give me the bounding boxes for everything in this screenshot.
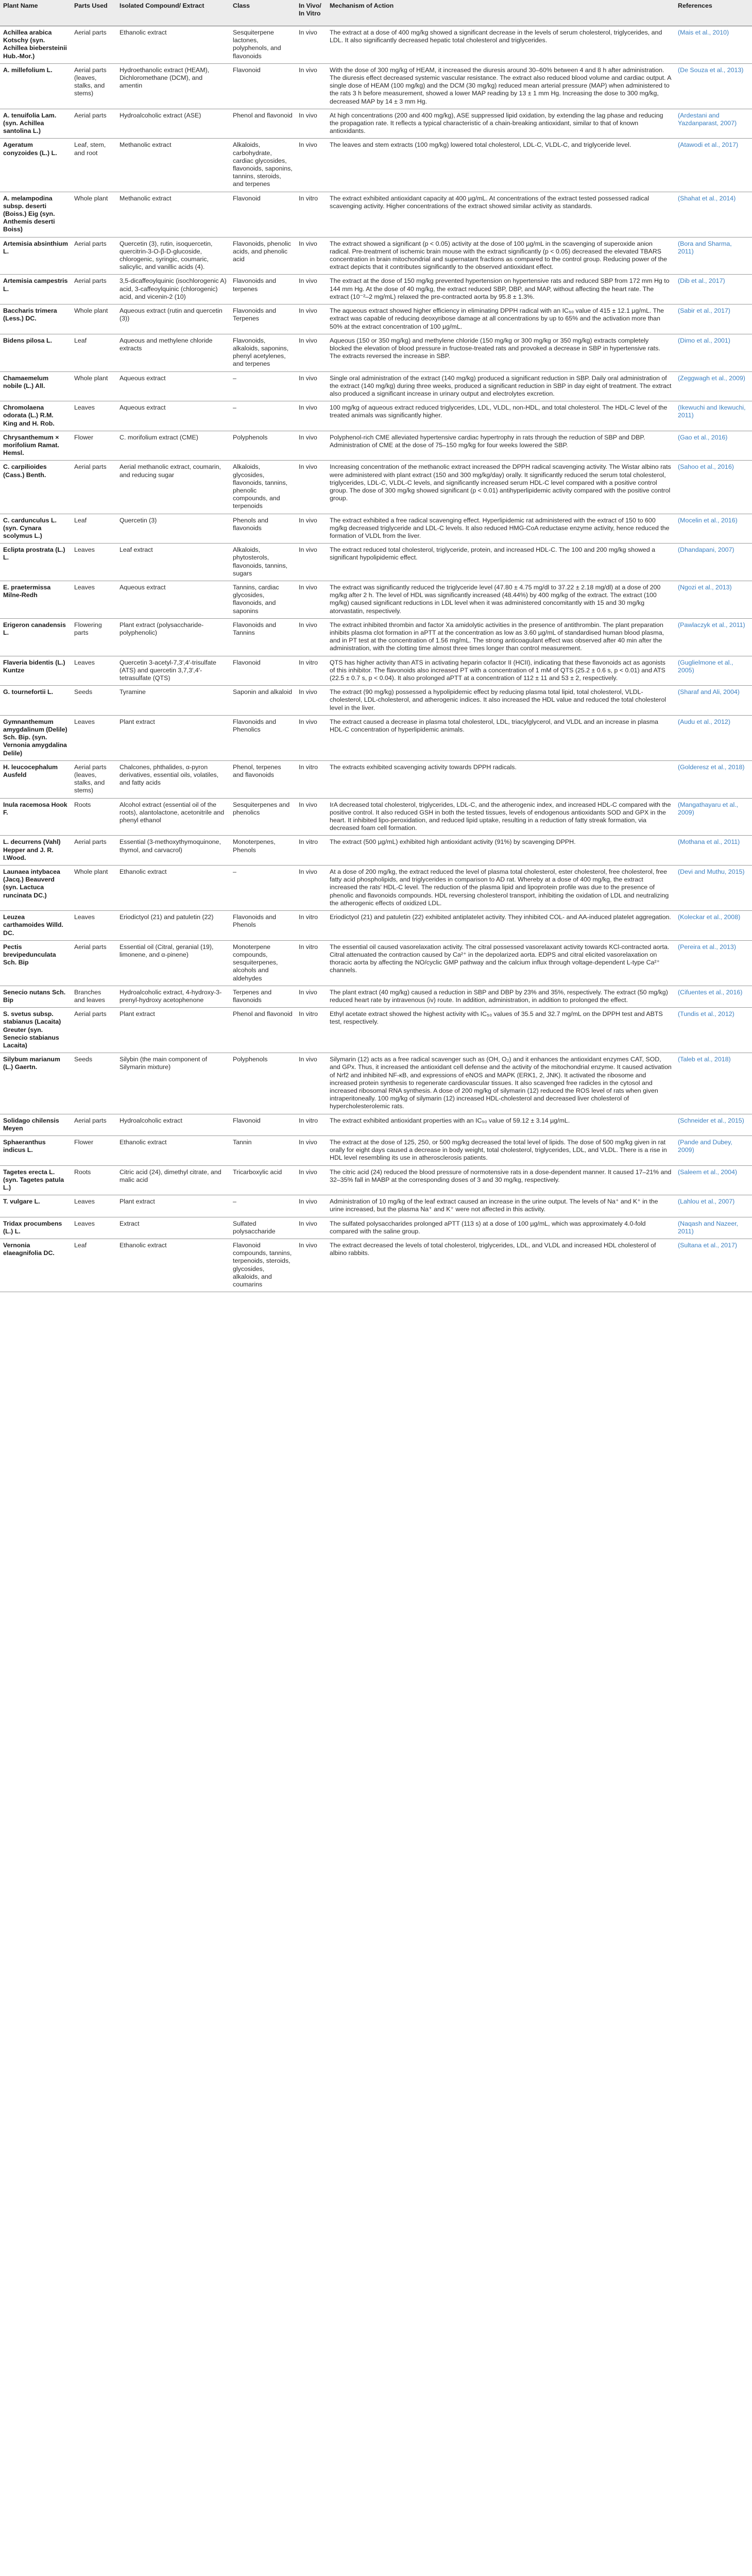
cell-parts-used: Leaves (71, 656, 116, 686)
cell-parts-used: Aerial parts (71, 109, 116, 139)
cell-compound: Hydroalcoholic extract (ASE) (116, 109, 230, 139)
cell-mechanism: Silymarin (12) acts as a free radical scavenger such as (OH, O₂) and it enhances the antioxidant enzymes CAT, SOD, and GPx. Thus, it increased the antioxidant cell defense and the activity of the mitochondrial enzyme. It caused activation of Nrf2 and inhibited NF-κB, and expressions of eNOS and MAPK (ERK1, 2, JNK). It activated the ribosome and increased protein synthesis to regenerate cardiovascular tissues. It also scavenged free radicles in the cytosol and increased ribosomal RNA synthesis. A dose of 200 mg/kg of silymarin (12) reduced the ROS level of rats when given intraperitoneally. 100 mg/kg of silymarin (12) increased HDL-cholesterol and decreased liver cholesterol of hypercholesterolemic rats. (327, 1053, 675, 1114)
cell-in-vivo-vitro: In vivo (296, 986, 327, 1007)
table-row (0, 1217, 752, 1239)
cell-mechanism: The citric acid (24) reduced the blood pressure of normotensive rats in a dose-dependent manner. It caused 17–21% and 32–35% fall in MABP at the corresponding doses of 3 and 30 mg/kg, respectively. (327, 1165, 675, 1195)
cell-class: Flavonoid (230, 192, 296, 237)
cell-mechanism: The extract exhibited antioxidant properties with an IC₅₀ value of 59.12 ± 3.14 µg/mL. (327, 1114, 675, 1136)
cell-plant-name: Inula racemosa Hook F. (0, 798, 71, 836)
cell-in-vivo-vitro: In vitro (296, 940, 327, 986)
cell-class: Alkaloids, carbohydrate, cardiac glycosides, flavonoids, saponins, tannins, steroids, and terpenes (230, 139, 296, 192)
cell-in-vivo-vitro: In vivo (296, 1217, 327, 1239)
cell-in-vivo-vitro: In vitro (296, 911, 327, 941)
cell-parts-used: Flowering parts (71, 618, 116, 656)
cell-plant-name: Silybum marianum (L.) Gaertn. (0, 1053, 71, 1114)
table-row (0, 304, 752, 334)
table-row (0, 715, 752, 760)
table-header-row (0, 0, 752, 26)
cell-compound: Aqueous and methylene chloride extracts (116, 334, 230, 371)
cell-in-vivo-vitro: In vivo (296, 334, 327, 371)
cell-mechanism: The extract (500 µg/mL) exhibited high antioxidant activity (91%) by scavenging DPPH. (327, 836, 675, 866)
cell-in-vivo-vitro: In vivo (296, 431, 327, 461)
cell-compound: Hydroalcoholic extract (116, 1114, 230, 1136)
cell-compound: Methanolic extract (116, 192, 230, 237)
cell-mechanism: The extract at the dose of 150 mg/kg prevented hypertension on hypertensive rats and reduced SBP from 172 mm Hg to 144 mm Hg. At the dose of 40 mg/kg, the extract reduced SBP, DBP, and MAP, without affecting the heart rate. The extract (10⁻²–2 mg/mL) relaxed the pre-contracted aorta by 95.8 ± 1.3%. (327, 275, 675, 304)
cell-parts-used: Aerial parts (71, 461, 116, 514)
cell-mechanism: The extract decreased the levels of total cholesterol, triglycerides, LDL, and VLDL and increased HDL cholesterol of albino rabbits. (327, 1239, 675, 1292)
table-row (0, 514, 752, 544)
cell-mechanism: The extract at a dose of 400 mg/kg showed a significant decrease in the levels of serum cholesterol, triglycerides, and LDL. It also significantly decreased hepatic total cholesterol and triglycerides. (327, 26, 675, 64)
cell-mechanism: Eriodictyol (21) and patuletin (22) exhibited antiplatelet activity. They inhibited COL- and AA-induced platelet aggregation. (327, 911, 675, 941)
cell-mechanism: The extract inhibited thrombin and factor Xa amidolytic activities in the presence of antithrombin. The plant preparation inhibits plasma clot formation in aPTT at the concentration as low as 3.60 µg/mL of standardised human blood plasma, and in PT test at the concentration of 1.56 mg/mL. The strong anticoagulant effect was observed after 40 min after the administration, with the clotting time almost three times longer than control measurement. (327, 618, 675, 656)
cell-compound: Hydroethanolic extract (HEAM), Dichloromethane (DCM), and amentin (116, 63, 230, 109)
table-row (0, 1165, 752, 1195)
cell-in-vivo-vitro: In vitro (296, 760, 327, 798)
cell-parts-used: Leaf, stem, and root (71, 139, 116, 192)
cell-in-vivo-vitro: In vivo (296, 1136, 327, 1165)
cell-mechanism: Single oral administration of the extract (140 mg/kg) produced a significant reduction in SBP. Daily oral administration of the extract (140 mg/kg) during three weeks, produced a significant reduction in SBP in day eight of treatment. The extract also produced a significant increase in urinary output and electrolytes excretion. (327, 371, 675, 401)
cell-compound: Ethanolic extract (116, 866, 230, 911)
cell-class: Flavonoid (230, 1114, 296, 1136)
cell-reference[interactable]: (Taleb et al., 2018) (675, 1053, 752, 1114)
cell-class: Alkaloids, glycosides, flavonoids, tannins, phenolic compounds, and terpenoids (230, 461, 296, 514)
cell-parts-used: Roots (71, 798, 116, 836)
cell-plant-name: Artemisia campestris L. (0, 275, 71, 304)
cell-compound: Plant extract (116, 715, 230, 760)
cell-reference[interactable]: (Shahat et al., 2014) (675, 192, 752, 237)
cell-reference[interactable]: (Saleem et al., 2004) (675, 1165, 752, 1195)
cell-class: – (230, 866, 296, 911)
cell-class: – (230, 1195, 296, 1217)
cell-parts-used: Aerial parts (71, 237, 116, 275)
cell-in-vivo-vitro: In vivo (296, 618, 327, 656)
cell-in-vivo-vitro: In vivo (296, 1239, 327, 1292)
cell-class: Flavonoids, alkaloids, saponins, phenyl acetylenes, and terpenes (230, 334, 296, 371)
cell-in-vivo-vitro: In vivo (296, 401, 327, 431)
cell-compound: Ethanolic extract (116, 1136, 230, 1165)
cell-class: Flavonoid compounds, tannins, terpenoids, steroids, glycosides, alkaloids, and coumarins (230, 1239, 296, 1292)
cell-in-vivo-vitro: In vitro (296, 836, 327, 866)
cell-mechanism: The extracts exhibited scavenging activity towards DPPH radicals. (327, 760, 675, 798)
cell-compound: 3,5-dicaffeoylquinic (isochlorogenic A) acid, 3-caffeoylquinic (chlorogenic) acid, and vicenin-2 (10) (116, 275, 230, 304)
cell-reference[interactable]: (Mocelin et al., 2016) (675, 514, 752, 544)
cell-class: Flavonoids and Terpenes (230, 304, 296, 334)
cell-mechanism: The sulfated polysaccharides prolonged aPTT (113 s) at a dose of 100 µg/mL, which was approximately 4.0-fold compared with the saline group. (327, 1217, 675, 1239)
cell-class: Flavonoids and Tannins (230, 618, 296, 656)
cell-compound: Extract (116, 1217, 230, 1239)
cell-reference[interactable]: (Sharaf and Ali, 2004) (675, 686, 752, 716)
cell-class: Flavonoid (230, 63, 296, 109)
cell-compound: Hydroalcoholic extract, 4-hydroxy-3-prenyl-hydroxy acetophenone (116, 986, 230, 1007)
cell-parts-used: Leaf (71, 334, 116, 371)
cell-parts-used: Flower (71, 431, 116, 461)
table-row (0, 1114, 752, 1136)
cell-compound: Aqueous extract (116, 401, 230, 431)
cell-mechanism: The extract exhibited antioxidant capacity at 400 µg/mL. At concentrations of the extract tested possessed radical scavenging activity. Higher concentrations of the extract showed similar activity as standards. (327, 192, 675, 237)
cell-in-vivo-vitro: In vivo (296, 514, 327, 544)
cell-mechanism: The plant extract (40 mg/kg) caused a reduction in SBP and DBP by 23% and 35%, respectively. The extract (50 mg/kg) reduced heart rate by intravenous (iv) route. In addition, administration, in addition to prolonged the effect. (327, 986, 675, 1007)
cell-parts-used: Aerial parts (71, 26, 116, 64)
cell-reference[interactable]: (Naqash and Nazeer, 2011) (675, 1217, 752, 1239)
cell-plant-name: Pectis brevipedunculata Sch. Bip (0, 940, 71, 986)
cell-compound: Aqueous extract (rutin and quercetin (3)) (116, 304, 230, 334)
cell-reference[interactable]: (Atawodi et al., 2017) (675, 139, 752, 192)
cell-parts-used: Roots (71, 1165, 116, 1195)
cell-compound: Ethanolic extract (116, 26, 230, 64)
cell-plant-name: Flaveria bidentis (L.) Kuntze (0, 656, 71, 686)
cell-plant-name: E. praetermissa Milne-Redh (0, 581, 71, 618)
cell-plant-name: Eclipta prostrata (L.) L. (0, 544, 71, 581)
cell-reference[interactable]: (Koleckar et al., 2008) (675, 911, 752, 941)
cell-in-vivo-vitro: In vivo (296, 866, 327, 911)
cell-class: Sesquiterpene lactones, polyphenols, and flavonoids (230, 26, 296, 64)
cell-plant-name: G. tournefortii L. (0, 686, 71, 716)
cell-parts-used: Branches and leaves (71, 986, 116, 1007)
cell-in-vivo-vitro: In vivo (296, 715, 327, 760)
cell-class: Phenol, terpenes and flavonoids (230, 760, 296, 798)
cell-mechanism: Increasing concentration of the methanolic extract increased the DPPH radical scavenging activity. The Wistar albino rats were administered with plant extract (150 and 300 mg/kg/day) orally. It significantly reduced the serum total cholesterol, triglycerides, LDL-C, VLDL-C levels, and significantly increased serum HDL-C level compared with a positive control group. The dose of 300 mg/kg showed significant (p < 0.01) antihyperlipidemic activity compared with the positive control group. (327, 461, 675, 514)
cell-plant-name: Launaea intybacea (Jacq.) Beauverd (syn. Lactuca runcinata DC.) (0, 866, 71, 911)
cell-mechanism: With the dose of 300 mg/kg of HEAM, it increased the diuresis around 30–60% between 4 and 8 h after administration. The diuresis effect decreased systemic vascular resistance. The extract also reduced blood volume and cardiac output. A single dose of HEAM (100 mg/kg) and the DCM (30 mg/kg) reduced mean arterial pressure (MAP) when administered to the rats 3 h before measurement, showed a lower MAP reading by 13 ± 1 mm Hg. Increasing the dose to 300 mg/kg, decreased MAP by 14 ± 3 mm Hg. (327, 63, 675, 109)
cell-plant-name: H. leucocephalum Ausfeld (0, 760, 71, 798)
cell-plant-name: Achillea arabica Kotschy (syn. Achillea biebersteinii Hub.-Mor.) (0, 26, 71, 64)
cell-reference[interactable]: (De Souza et al., 2013) (675, 63, 752, 109)
table-row (0, 760, 752, 798)
cell-mechanism: The aqueous extract showed higher efficiency in eliminating DPPH radical with an IC₅₀ value of 415 ± 12.1 µg/mL. The extract was capable of reducing deoxyribose damage at all concentrations by up to 65% and the activation more than 50% at the extract concentration of 100 µg/mL. (327, 304, 675, 334)
cell-reference[interactable]: (Golderesz et al., 2018) (675, 760, 752, 798)
cell-class: Tannins, cardiac glycosides, flavonoids, and saponins (230, 581, 296, 618)
cell-in-vivo-vitro: In vivo (296, 304, 327, 334)
cell-parts-used: Leaves (71, 1195, 116, 1217)
header-reference: References (675, 0, 752, 26)
cell-plant-name: Chamaemelum nobile (L.) All. (0, 371, 71, 401)
table-row (0, 401, 752, 431)
table-row (0, 1008, 752, 1053)
cell-mechanism: Polyphenol-rich CME alleviated hypertensive cardiac hypertrophy in rats through the reduction of SBP and DBP. Administration of CME at the dose of 75–150 mg/kg for four weeks lowered the SBP. (327, 431, 675, 461)
cell-mechanism: The extract at the dose of 125, 250, or 500 mg/kg decreased the total level of lipids. The dose of 500 mg/kg given in rat orally for eight days caused a decrease in body weight, total cholesterol, triglycerides, LDL, and VLDL. There is a rise in HDL level resembling its use in atherosclerosis patients. (327, 1136, 675, 1165)
header-parts-used: Parts Used (71, 0, 116, 26)
table-row (0, 26, 752, 64)
cell-class: Flavonoids and Phenols (230, 911, 296, 941)
cell-compound: Essential (3-methoxythymoquinone, thymol, and carvacrol) (116, 836, 230, 866)
cell-reference[interactable]: (Ardestani and Yazdanparast, 2007) (675, 109, 752, 139)
cell-in-vivo-vitro: In vivo (296, 63, 327, 109)
cell-class: Flavonoids and terpenes (230, 275, 296, 304)
cell-plant-name: Gymnanthemum amygdalinum (Delile) Sch. Bip. (syn. Vernonia amygdalina Delile) (0, 715, 71, 760)
table-body (0, 26, 752, 1292)
cell-plant-name: Tridax procumbens (L.) L. (0, 1217, 71, 1239)
cell-mechanism: The leaves and stem extracts (100 mg/kg) lowered total cholesterol, LDL-C, VLDL-C, and triglyceride level. (327, 139, 675, 192)
cell-class: Phenols and flavonoids (230, 514, 296, 544)
cell-plant-name: Ageratum conyzoides (L.) L. (0, 139, 71, 192)
cell-plant-name: S. svetus subsp. stabianus (Lacaita) Greuter (syn. Senecio stabianus Lacaita) (0, 1008, 71, 1053)
cell-in-vivo-vitro: In vivo (296, 109, 327, 139)
cell-class: Tannin (230, 1136, 296, 1165)
cell-reference[interactable]: (Guglielmone et al., 2005) (675, 656, 752, 686)
cell-compound: Ethanolic extract (116, 1239, 230, 1292)
cell-class: Terpenes and flavonoids (230, 986, 296, 1007)
cell-class: Alkaloids, phytosterols, flavonoids, tannins, sugars (230, 544, 296, 581)
cell-mechanism: The extract was significantly reduced the triglyceride level (47.80 ± 4.75 mg/dl to 37.22 ± 2.18 mg/dl) at a dose of 200 mg/kg after 2 h. The level of HDL was significantly increased (48.44%) by 400 mg/kg of the extract. The extract (100 mg/kg) caused significant reductions in LDL level when it was administered concomitantly with 15 and 30 mg/kg atorvastatin, respectively. (327, 581, 675, 618)
cell-class: – (230, 371, 296, 401)
cell-in-vivo-vitro: In vivo (296, 237, 327, 275)
table-row (0, 544, 752, 581)
cell-parts-used: Leaves (71, 544, 116, 581)
cell-parts-used: Seeds (71, 1053, 116, 1114)
table-row (0, 656, 752, 686)
cell-reference[interactable]: (Zeggwagh et al., 2009) (675, 371, 752, 401)
cell-compound: Quercetin (3) (116, 514, 230, 544)
cell-reference[interactable]: (Sabir et al., 2017) (675, 304, 752, 334)
cell-compound: Plant extract (116, 1008, 230, 1053)
cell-class: Saponin and alkaloid (230, 686, 296, 716)
cell-reference[interactable]: (Audu et al., 2012) (675, 715, 752, 760)
cell-in-vivo-vitro: In vivo (296, 1165, 327, 1195)
cell-reference[interactable]: (Gao et al., 2016) (675, 431, 752, 461)
cell-parts-used: Aerial parts (71, 275, 116, 304)
cell-parts-used: Aerial parts (leaves, stalks, and stems) (71, 760, 116, 798)
cell-in-vivo-vitro: In vivo (296, 581, 327, 618)
table-row (0, 334, 752, 371)
cell-mechanism: The essential oil caused vasorelaxation activity. The citral possessed vasorelaxant activity towards KCl-contracted aorta. Citral attenuated the contraction caused by Ca²⁺ in the depolarized aorta. EDPS and citral elicited vasorelaxation on thoracic aorta by affecting the NO/cyclic GMP pathway and the calcium influx through voltage-dependent L-type Ca²⁺ channels. (327, 940, 675, 986)
cell-class: Polyphenols (230, 431, 296, 461)
cell-parts-used: Leaves (71, 581, 116, 618)
cell-class: Phenol and flavonoid (230, 1008, 296, 1053)
cell-reference[interactable]: (Dhandapani, 2007) (675, 544, 752, 581)
cell-in-vivo-vitro: In vitro (296, 192, 327, 237)
cell-compound: Quercetin 3-acetyl-7,3′,4′-trisulfate (ATS) and quercetin 3,7,3′,4′-tetrasulfate (QTS) (116, 656, 230, 686)
cell-reference[interactable]: (Mais et al., 2010) (675, 26, 752, 64)
cell-plant-name: T. vulgare L. (0, 1195, 71, 1217)
cell-mechanism: At high concentrations (200 and 400 mg/kg), ASE suppressed lipid oxidation, by extending the lag phase and reducing the propagation rate. It reflects a typical characteristic of a chain-breaking antioxidant, similar to that of known antioxidants. (327, 109, 675, 139)
cell-class: Sulfated polysaccharide (230, 1217, 296, 1239)
cell-compound: Plant extract (116, 1195, 230, 1217)
cell-in-vivo-vitro: In vitro (296, 656, 327, 686)
cell-reference[interactable]: (Dib et al., 2017) (675, 275, 752, 304)
table-row (0, 461, 752, 514)
cell-parts-used: Aerial parts (71, 836, 116, 866)
cell-compound: Aqueous extract (116, 581, 230, 618)
cell-parts-used: Seeds (71, 686, 116, 716)
cell-parts-used: Aerial parts (71, 1114, 116, 1136)
cell-mechanism: 100 mg/kg of aqueous extract reduced triglycerides, LDL, VLDL, non-HDL, and total cholesterol. The HDL-C level of the treated animals was significantly higher. (327, 401, 675, 431)
cell-reference[interactable]: (Pawlaczyk et al., 2011) (675, 618, 752, 656)
cell-parts-used: Leaves (71, 715, 116, 760)
cell-parts-used: Leaf (71, 514, 116, 544)
table-row (0, 192, 752, 237)
cell-compound: C. morifolium extract (CME) (116, 431, 230, 461)
cell-compound: Plant extract (polysaccharide-polyphenolic) (116, 618, 230, 656)
cell-in-vivo-vitro: In vitro (296, 1008, 327, 1053)
cell-class: Flavonoids and Phenolics (230, 715, 296, 760)
cell-in-vivo-vitro: In vivo (296, 798, 327, 836)
cell-reference[interactable]: (Pande and Dubey, 2009) (675, 1136, 752, 1165)
cell-in-vivo-vitro: In vivo (296, 1053, 327, 1114)
table-row (0, 1239, 752, 1292)
cell-parts-used: Whole plant (71, 866, 116, 911)
cell-class: Sesquiterpenes and phenolics (230, 798, 296, 836)
cell-plant-name: Chromolaena odorata (L.) R.M. King and H. Rob. (0, 401, 71, 431)
cell-in-vivo-vitro: In vitro (296, 1114, 327, 1136)
header-plant-name: Plant Name (0, 0, 71, 26)
cell-mechanism: At a dose of 200 mg/kg, the extract reduced the level of plasma total cholesterol, ester cholesterol, free cholesterol, free fatty acid phospholipids, and triglycerides in comparison to AD rat. Whereby at a dose of 400 mg/kg, the extract increased the rats' HDL-C level. The reduction of the plasma lipid and lipoprotein profile was due to the presence of phenolic and flavonoids compounds. HDL reversing cholesterol transport, inhibiting the oxidation of LDL and neutralizing the atherogenic effects of oxidized LDL. (327, 866, 675, 911)
cell-mechanism: QTS has higher activity than ATS in activating heparin cofactor II (HCII), indicating that these flavonoids act as agonists of this inhibitor. The flavonoids also increased PT with a concentration of 1 mM of QTS (25.2 ± 0.6 s, p < 0.01) and ATS (22.5 ± 0.7 s, p < 0.04). It also prolonged aPTT at a concentration of 112 ± 11 and 53 ± 2, respectively. (327, 656, 675, 686)
table-row (0, 371, 752, 401)
cell-class: Tricarboxylic acid (230, 1165, 296, 1195)
table-row (0, 911, 752, 941)
cell-parts-used: Whole plant (71, 371, 116, 401)
cell-plant-name: Erigeron canadensis L. (0, 618, 71, 656)
cell-plant-name: Sphaeranthus indicus L. (0, 1136, 71, 1165)
cell-plant-name: Leuzea carthamoides Willd. DC. (0, 911, 71, 941)
cell-compound: Alcohol extract (essential oil of the roots), alantolactone, acetonitrile and phenyl ethanol (116, 798, 230, 836)
cell-plant-name: C. carpilioides (Cass.) Benth. (0, 461, 71, 514)
cell-in-vivo-vitro: In vivo (296, 26, 327, 64)
cell-class: Flavonoid (230, 656, 296, 686)
cell-in-vivo-vitro: In vivo (296, 371, 327, 401)
cell-reference[interactable]: (Tundis et al., 2012) (675, 1008, 752, 1053)
header-compound: Isolated Compound/ Extract (116, 0, 230, 26)
cell-in-vivo-vitro: In vivo (296, 275, 327, 304)
cell-compound: Aerial methanolic extract, coumarin, and reducing sugar (116, 461, 230, 514)
cell-mechanism: IrA decreased total cholesterol, triglycerides, LDL-C, and the atherogenic index, and increased HDL-C compared with the positive control. It also reduced GSH in both the tested tissues, levels of endogenous antioxidants SOD and GPX in the heart. It inhibited lipo-peroxidation, and reduced lipid uptake, resulting in a reduction of fatty streak formation, via decreased foam cell formation. (327, 798, 675, 836)
cell-plant-name: Bidens pilosa L. (0, 334, 71, 371)
cell-reference[interactable]: (Dimo et al., 2001) (675, 334, 752, 371)
cell-plant-name: A. tenuifolia Lam. (syn. Achillea santolina L.) (0, 109, 71, 139)
cell-in-vivo-vitro: In vivo (296, 139, 327, 192)
cell-plant-name: Senecio nutans Sch. Bip (0, 986, 71, 1007)
cell-plant-name: Baccharis trimera (Less.) DC. (0, 304, 71, 334)
header-class: Class (230, 0, 296, 26)
cell-plant-name: A. millefolium L. (0, 63, 71, 109)
table-row (0, 139, 752, 192)
cell-plant-name: Artemisia absinthium L. (0, 237, 71, 275)
cell-parts-used: Flower (71, 1136, 116, 1165)
cell-class: Monoterpene compounds, sesquiterpenes, alcohols and aldehydes (230, 940, 296, 986)
cell-mechanism: The extract reduced total cholesterol, triglyceride, protein, and increased HDL-C. The 100 and 200 mg/kg showed a significant hypolipidemic effect. (327, 544, 675, 581)
cell-compound: Citric acid (24), dimethyl citrate, and malic acid (116, 1165, 230, 1195)
cell-compound: Eriodictyol (21) and patuletin (22) (116, 911, 230, 941)
table-row (0, 866, 752, 911)
table-row (0, 431, 752, 461)
cell-compound: Essential oil (Citral, geranial (19), limonene, and α-pinene) (116, 940, 230, 986)
table-row (0, 940, 752, 986)
cell-reference[interactable]: (Ngozi et al., 2013) (675, 581, 752, 618)
cell-reference[interactable]: (Ikewuchi and Ikewuchi, 2011) (675, 401, 752, 431)
table-row (0, 836, 752, 866)
cell-parts-used: Aerial parts (71, 1008, 116, 1053)
cell-plant-name: Tagetes erecta L. (syn. Tagetes patula L.) (0, 1165, 71, 1195)
cell-mechanism: The extract (90 mg/kg) possessed a hypolipidemic effect by reducing plasma total lipid, total cholesterol, VLDL-cholesterol, LDL-cholesterol, and atherogenic indices. It also increased the HDL value and reduced the total cholesterol level in the liver. (327, 686, 675, 716)
cell-parts-used: Leaf (71, 1239, 116, 1292)
table-row (0, 1136, 752, 1165)
cell-mechanism: Administration of 10 mg/kg of the leaf extract caused an increase in the urine output. The levels of Na⁺ and K⁺ in the urine increased, but the plasma Na⁺ and K⁺ were not affected in this activity. (327, 1195, 675, 1217)
table-row (0, 109, 752, 139)
table-row (0, 63, 752, 109)
cell-class: Polyphenols (230, 1053, 296, 1114)
cell-parts-used: Leaves (71, 911, 116, 941)
table-row (0, 581, 752, 618)
cell-reference[interactable]: (Mothana et al., 2011) (675, 836, 752, 866)
cell-plant-name: C. cardunculus L. (syn. Cynara scolymus L.) (0, 514, 71, 544)
cell-parts-used: Whole plant (71, 304, 116, 334)
cell-mechanism: Ethyl acetate extract showed the highest activity with IC₅₀ values of 35.5 and 32.7 mg/mL on the DPPH test and ABTS test, respectively. (327, 1008, 675, 1053)
cell-reference[interactable]: (Cifuentes et al., 2016) (675, 986, 752, 1007)
header-mechanism: Mechanism of Action (327, 0, 675, 26)
cell-class: Monoterpenes, Phenols (230, 836, 296, 866)
cell-plant-name: Solidago chilensis Meyen (0, 1114, 71, 1136)
cell-compound: Silybin (the main component of Silymarin mixture) (116, 1053, 230, 1114)
table-row (0, 618, 752, 656)
cell-in-vivo-vitro: In vivo (296, 686, 327, 716)
cell-reference[interactable]: (Lahlou et al., 2007) (675, 1195, 752, 1217)
cell-parts-used: Leaves (71, 401, 116, 431)
cell-mechanism: The extract showed a significant (p < 0.05) activity at the dose of 100 µg/mL in the scavenging of superoxide anion radical. Pre-treatment of ischemic brain mouse with the extract significantly (p < 0.05) decreased the elevated TBARS concentration in brain mitochondrial and supernatant fractions as compared to the control group. Reducing power of the extract depicts that it contributes significantly to the observed antioxidant effect. (327, 237, 675, 275)
cell-parts-used: Whole plant (71, 192, 116, 237)
cell-class: – (230, 401, 296, 431)
cell-reference[interactable]: (Schneider et al., 2015) (675, 1114, 752, 1136)
cell-compound: Methanolic extract (116, 139, 230, 192)
cell-reference[interactable]: (Bora and Sharma, 2011) (675, 237, 752, 275)
cell-plant-name: A. melampodina subsp. deserti (Boiss.) Eig (syn. Anthemis deserti Boiss) (0, 192, 71, 237)
cell-reference[interactable]: (Mangathayaru et al., 2009) (675, 798, 752, 836)
cell-in-vivo-vitro: In vivo (296, 1195, 327, 1217)
cell-parts-used: Aerial parts (leaves, stalks, and stems) (71, 63, 116, 109)
cell-plant-name: Vernonia elaeagnifolia DC. (0, 1239, 71, 1292)
table-row (0, 798, 752, 836)
cell-reference[interactable]: (Sultana et al., 2017) (675, 1239, 752, 1292)
cell-reference[interactable]: (Pereira et al., 2013) (675, 940, 752, 986)
table-row (0, 986, 752, 1007)
cell-class: Phenol and flavonoid (230, 109, 296, 139)
table-row (0, 237, 752, 275)
cell-plant-name: Chrysanthemum × morifolium Ramat. Hemsl. (0, 431, 71, 461)
cell-class: Flavonoids, phenolic acids, and phenolic acid (230, 237, 296, 275)
cell-plant-name: L. decurrens (Vahl) Hepper and J. R. I.Wood. (0, 836, 71, 866)
cell-compound: Quercetin (3), rutin, isoquercetin, quercitrin-3-O-β-D-glucoside, chlorogenic, syringic, coumaric, salicylic, and vanillic acids (4). (116, 237, 230, 275)
cell-compound: Aqueous extract (116, 371, 230, 401)
header-in-vivo-vitro: In Vivo/ In Vitro (296, 0, 327, 26)
cell-compound: Leaf extract (116, 544, 230, 581)
cell-mechanism: Aqueous (150 or 350 mg/kg) and methylene chloride (150 mg/kg or 300 mg/kg or 350 mg/kg) extracts completely blocked the elevation of blood pressure in fructose-treated rats and provoked a decrease in SBP in hypertensive rats. The extracts reversed the increase in SBP. (327, 334, 675, 371)
cell-parts-used: Leaves (71, 1217, 116, 1239)
cell-mechanism: The extract exhibited a free radical scavenging effect. Hyperlipidemic rat administered with the extract of 150 to 600 mg/kg decreased triglyceride and LDL-C levels. It also reduced HMG-CoA reductase enzyme activity, hence reduced the formation of VLDL from the liver. (327, 514, 675, 544)
table-row (0, 686, 752, 716)
cell-compound: Tyramine (116, 686, 230, 716)
cell-reference[interactable]: (Devi and Muthu, 2015) (675, 866, 752, 911)
cell-parts-used: Aerial parts (71, 940, 116, 986)
cell-compound: Chalcones, phthalides, α-pyron derivatives, essential oils, volatiles, and fatty acids (116, 760, 230, 798)
table-row (0, 1195, 752, 1217)
cell-mechanism: The extract caused a decrease in plasma total cholesterol, LDL, triacylglycerol, and VLDL and an increase in plasma HDL-C concentration of hyperlipidemic animals. (327, 715, 675, 760)
cell-reference[interactable]: (Sahoo et al., 2016) (675, 461, 752, 514)
cell-in-vivo-vitro: In vivo (296, 544, 327, 581)
cell-in-vivo-vitro: In vivo (296, 461, 327, 514)
table-row (0, 275, 752, 304)
table-row (0, 1053, 752, 1114)
